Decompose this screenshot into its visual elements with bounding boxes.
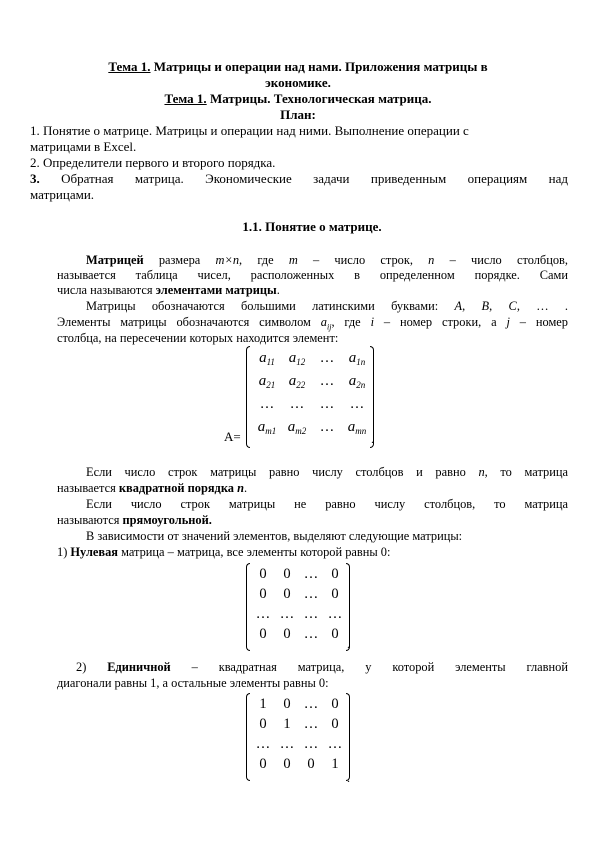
matrix-cell: 0 (331, 626, 339, 642)
plan-item-3-line1: 3. Обратная матрица. Экономические задачи приведенным операциям над (30, 171, 568, 186)
topic-heading-line2: экономике. (265, 75, 331, 90)
para3-line2: называется квадратной порядка n. (57, 481, 248, 495)
period: . (371, 432, 374, 446)
matrix-cell: 0 (259, 586, 267, 602)
matrix-cell: … (319, 350, 335, 366)
para2-line3: столбца, на пересечении которых находится элемент: (57, 331, 339, 345)
matrix-cell: $a_{11}$ (259, 350, 275, 367)
matrix-cell: 0 (259, 716, 267, 732)
matrix-cell: 1 (331, 756, 339, 772)
matrix-cell: 0 (283, 586, 291, 602)
matrix-cell: 0 (331, 716, 339, 732)
matrix-cell: … (289, 396, 305, 412)
matrix-cell: 0 (259, 626, 267, 642)
matrix-cell: 0 (283, 756, 291, 772)
para2-line1: Матрицы обозначаются большими латинскими буквами: A, B, C, … . (86, 299, 569, 313)
matrix-cell: 0 (259, 566, 267, 582)
matrix-cell: … (303, 606, 319, 622)
zero-matrix (246, 563, 350, 649)
matrix-cell: … (303, 736, 319, 752)
term-elements: элементами матрицы (155, 283, 277, 297)
section-title: 1.1. Понятие о матрице. (242, 219, 382, 234)
topic-heading-line1 (0, 59, 596, 74)
matrix-cell: $a_{22}$ (288, 373, 306, 390)
plan-item-3-number: 3. (30, 171, 40, 186)
matrix-cell: 0 (331, 566, 339, 582)
matrix-cell: … (327, 736, 343, 752)
matrix-cell: … (255, 606, 271, 622)
matrix-cell: … (279, 606, 295, 622)
matrix-label: A= (224, 429, 241, 444)
plan-item-1-line1: 1. Понятие о матрице. Матрицы и операции над ними. Выполнение операции с (30, 123, 469, 138)
matrix-cell: $a_{1n}$ (348, 350, 366, 367)
matrix-cell: … (303, 566, 319, 582)
para3-line1: Если число строк матрицы равно числу столбцов и равно n, то матрица (86, 465, 568, 479)
plan-item-3-line2: матрицами. (30, 187, 95, 202)
matrix-cell: 0 (259, 756, 267, 772)
identity-matrix (246, 693, 350, 779)
para1-line1: Матрицей размера m×n, где m – число строк, n – число столбцов, (86, 253, 569, 267)
para1-line2: называется таблица чисел, расположенных в определенном порядке. Сами (57, 268, 568, 282)
matrix-cell: … (303, 696, 319, 712)
matrix-cell: … (279, 736, 295, 752)
para1-line3: числа называются элементами матрицы. (57, 283, 280, 297)
period: . (347, 637, 350, 651)
general-matrix (246, 346, 374, 446)
matrix-cell: 0 (331, 586, 339, 602)
matrix-cell: $a_{12}$ (288, 350, 306, 367)
matrix-cell: 0 (283, 626, 291, 642)
para5-line2: 1) Нулевая матрица – матрица, все элементы которой равны 0: (57, 545, 391, 559)
plan-item-2: 2. Определители первого и второго порядка. (30, 155, 276, 170)
subtopic-title: Матрицы. Технологическая матрица. (206, 91, 432, 106)
term-identity: Единичной (107, 660, 171, 674)
matrix-cell: … (319, 396, 335, 412)
plan-item-1-line2: матрицами в Excel. (30, 139, 137, 154)
matrix-cell: 0 (283, 696, 291, 712)
matrix-cell: $a_{2n}$ (348, 373, 366, 390)
matrix-cell: 0 (331, 696, 339, 712)
term-zero: Нулевая (70, 545, 118, 559)
subtopic-label: Тема 1. (164, 91, 207, 106)
para4-line2: называются прямоугольной. (57, 513, 212, 527)
term-matrix: Матрицей (86, 253, 144, 267)
matrix-cell: … (303, 586, 319, 602)
matrix-cell: … (319, 419, 335, 435)
para2-line2: Элементы матрицы обозначаются символом $a_{ij}$, где i – номер строки, а j – номер (57, 315, 569, 332)
matrix-cell: 1 (283, 716, 291, 732)
matrix-cell: 1 (259, 696, 267, 712)
matrix-cell: … (303, 716, 319, 732)
period: . (347, 771, 350, 785)
para6-line2: диагонали равны 1, а остальные элементы равны 0: (57, 676, 329, 690)
matrix-cell: … (349, 396, 365, 412)
para4-line1: Если число строк матрицы не равно числу столбцов, то матрица (86, 497, 568, 511)
topic-title: Матрицы и операции над нами. Приложения матрицы в (150, 59, 488, 74)
matrix-cell: $a_{m2}$ (287, 419, 307, 436)
left-bracket (246, 346, 250, 448)
subtopic-heading (0, 91, 596, 106)
matrix-cell: … (319, 373, 335, 389)
plan-heading: План: (280, 107, 316, 122)
topic-label: Тема 1. (108, 59, 151, 74)
matrix-cell: … (303, 626, 319, 642)
term-square: квадратной порядка (118, 481, 238, 495)
matrix-cell: 0 (283, 566, 291, 582)
matrix-cell: … (255, 736, 271, 752)
term-rectangular: прямоугольной. (122, 513, 212, 527)
matrix-cell: $a_{21}$ (258, 373, 276, 390)
matrix-cell: $a_{m1}$ (257, 419, 277, 436)
matrix-cell: … (327, 606, 343, 622)
para5-line1: В зависимости от значений элементов, выделяют следующие матрицы: (86, 529, 463, 543)
matrix-cell: 0 (307, 756, 315, 772)
matrix-cell: … (259, 396, 275, 412)
matrix-cell: $a_{mn}$ (347, 419, 367, 436)
para6-line1: 2) Единичной – квадратная матрица, у которой элементы главной (76, 660, 568, 674)
